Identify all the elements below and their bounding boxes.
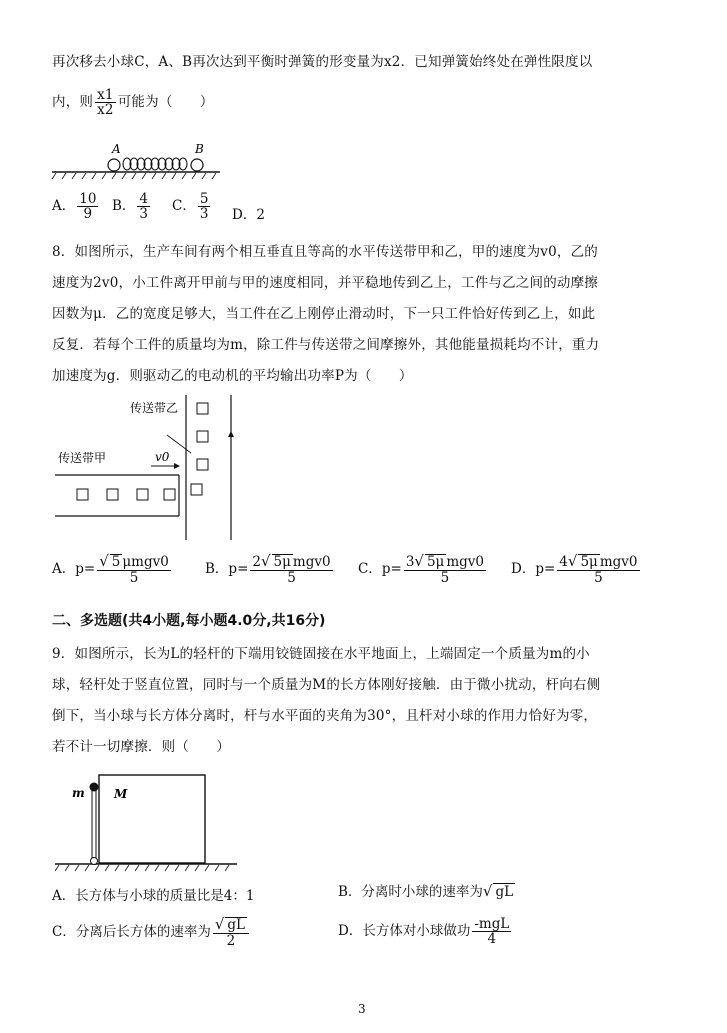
q9-option-d-den: 4 (487, 931, 497, 948)
q8-option-a[interactable]: A．p= $\frac{\text{√ 5 μmgv0}}{5}$ (52, 552, 169, 586)
q9-option-c-rad: gL (227, 917, 246, 933)
q8-option-b-rad: 5μ (273, 554, 291, 570)
q8-option-c-rad: 5μ (426, 554, 445, 570)
q8-option-c-prefix: p= (381, 560, 402, 577)
q8-line3: 因数为μ．乙的宽度足够大，当工件在乙上刚停止滑动时，下一只工件恰好传到乙上，如此 (52, 306, 596, 322)
q9-line1: 9．如图所示，长为L的轻杆的下端用铰链固接在水平地面上，上端固定一个质量为m的小 (52, 646, 590, 662)
q8-option-b-coef: 2 (252, 554, 261, 570)
q7-option-a-letter: A． (52, 198, 76, 215)
q9-option-d-pre: D．长方体对小球做功 (338, 923, 471, 940)
q7-line2 (52, 88, 214, 117)
q9-option-d-num: -mgL (474, 916, 510, 932)
q7-ratio (95, 88, 116, 117)
q8-line4: 反复．若每个工件的质量均为m，除工件与传送带之间摩擦外，其他能量损耗均不计，重力 (52, 337, 600, 353)
q9-option-c-pre: C．分离后长方体的速率为 (52, 923, 211, 940)
q8-option-d-rad: 5μ (580, 554, 598, 570)
q7-line2-pre: 内，则 (52, 94, 94, 111)
q7-ratio-den: x2 (97, 102, 114, 119)
q8-conveyor-figure (55, 395, 240, 545)
q7-option-c-letter: C． (172, 198, 196, 215)
q8-option-d-den: 5 (594, 569, 603, 586)
q8-option-a-den: 5 (129, 569, 139, 586)
q8-option-b-prefix: p= (228, 560, 249, 577)
q8-label-belt-b: 传送带乙 (130, 401, 179, 415)
q7-ratio-num: x1 (97, 87, 114, 103)
q8-label-velocity: v0 (155, 450, 170, 464)
q8-option-b-den: 5 (287, 569, 296, 586)
q7-label-a: A (112, 142, 121, 156)
q8-option-d-letter: D． (511, 560, 536, 577)
q8-option-c-coef: 3 (405, 554, 415, 570)
q7-label-b: B (195, 142, 204, 156)
q8-option-d[interactable]: D．p= $\frac{\text{4√ 5μ mgv0}}{5}$ (511, 552, 638, 586)
q7-option-d-text: 2 (256, 207, 265, 223)
q9-option-a[interactable]: A．长方体与小球的质量比是4：1 (52, 888, 255, 904)
q7-option-b-den: 3 (139, 206, 149, 223)
q7-option-d-letter: D． (232, 207, 257, 223)
q8-option-a-letter: A． (52, 560, 76, 577)
q7-option-c-num: 5 (199, 191, 209, 207)
q7-option-a-num: 10 (79, 191, 97, 207)
q8-option-a-prefix: p= (75, 560, 96, 577)
q8-option-c-den: 5 (440, 569, 450, 586)
q7-option-c-den: 3 (199, 206, 209, 223)
q9-line2: 球，轻杆处于竖直位置，同时与一个质量为M的长方体刚好接触．由于微小扰动，杆向右侧 (52, 677, 601, 693)
q7-option-a[interactable] (52, 192, 100, 221)
q8-option-b-letter: B． (205, 560, 229, 577)
q9-option-b-rad: gL (495, 884, 514, 900)
q8-option-a-tail: μmgv0 (122, 554, 169, 570)
q8-option-b[interactable]: B．p= $\frac{\text{2√ 5μ mgv0}}{5}$ (205, 552, 331, 586)
q9-line4: 若不计一切摩擦．则（ ） (52, 739, 231, 755)
q7-option-c[interactable] (172, 192, 212, 221)
q7-spring-figure (52, 140, 222, 180)
q8-option-d-prefix: p= (535, 560, 556, 577)
q8-label-belt-a: 传送带甲 (58, 451, 107, 465)
q8-option-c-letter: C． (358, 560, 382, 577)
q7-option-b[interactable] (112, 192, 152, 221)
q8-line2: 速度为2v0，小工件离开甲前与甲的速度相同，并平稳地传到乙上，工件与乙之间的动摩擦 (52, 275, 599, 291)
q9-option-b[interactable]: B．分离时小球的速率为√ gL (338, 882, 514, 900)
q7-line1: 再次移去小球C，A、B再次达到平衡时弹簧的形变量为x2．已知弹簧始终处在弹性限度以 (52, 54, 593, 70)
q8-option-d-tail: mgv0 (599, 554, 638, 570)
q7-option-d[interactable] (232, 203, 265, 223)
q8-option-d-coef: 4 (559, 554, 568, 570)
q8-option-c-tail: mgv0 (446, 554, 485, 570)
q9-option-b-pre: B．分离时小球的速率为 (338, 884, 483, 900)
q9-rod-block-figure (55, 775, 240, 875)
q9-label-big-m: M (114, 787, 128, 801)
q8-option-b-tail: mgv0 (292, 554, 331, 570)
q7-option-b-letter: B． (112, 198, 136, 215)
q9-option-d[interactable] (338, 917, 513, 946)
q9-option-c-den: 2 (226, 932, 236, 949)
q8-option-a-rad: 5 (111, 554, 121, 570)
page-number: 3 (358, 1002, 366, 1016)
q9-label-m: m (72, 786, 85, 800)
section-multi-choice-title: 二、多选题(共4小题,每小题4.0分,共16分) (52, 613, 326, 629)
q7-option-a-den: 9 (83, 206, 93, 223)
q7-line2-post: 可能为（ ） (117, 94, 214, 111)
q9-line3: 倒下，当小球与长方体分离时，杆与水平面的夹角为30°，且杆对小球的作用力恰好为零， (52, 708, 598, 724)
q8-line1: 8．如图所示，生产车间有两个相互垂直且等高的水平传送带甲和乙，甲的速度为v0，乙的 (52, 244, 599, 260)
q7-option-b-num: 4 (139, 191, 149, 207)
q8-line5: 加速度为g．则驱动乙的电动机的平均输出功率P为（ ） (52, 368, 413, 384)
q9-option-c[interactable]: C．分离后长方体的速率为 $\frac{√ gL}{2}$ (52, 917, 251, 948)
q8-option-c[interactable]: C．p= $\frac{\text{3√ 5μ mgv0}}{5}$ (358, 552, 485, 586)
